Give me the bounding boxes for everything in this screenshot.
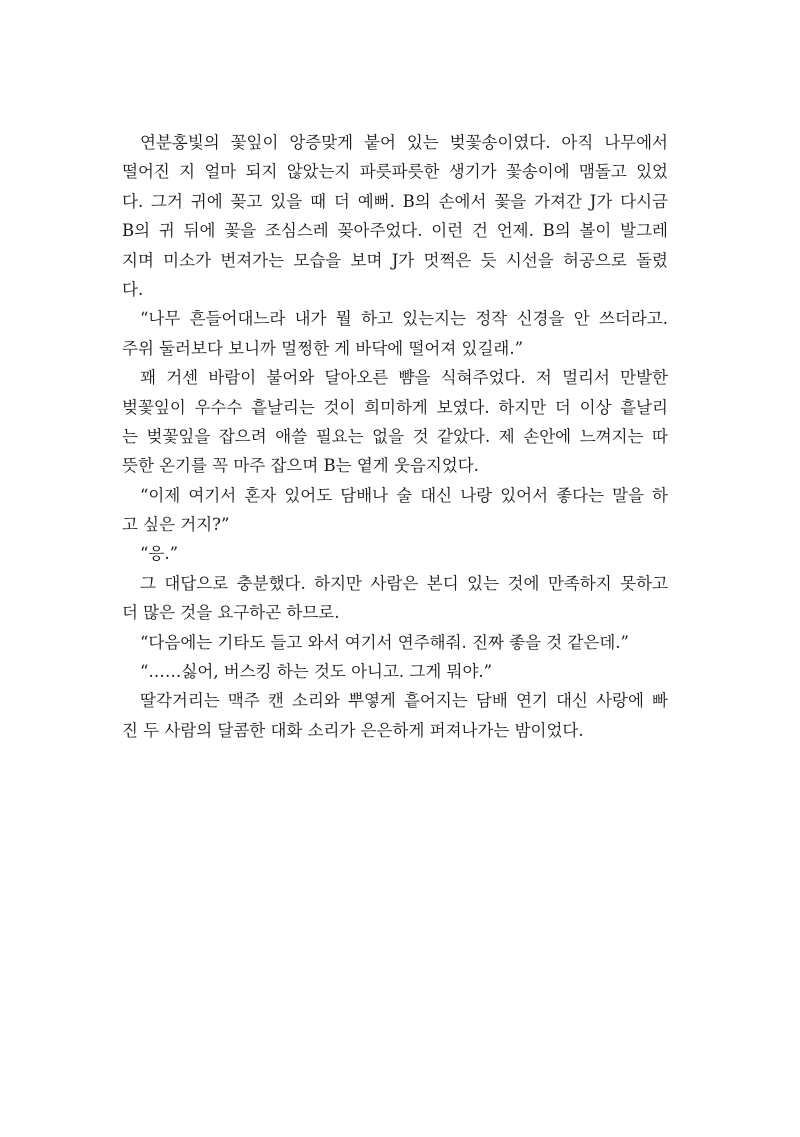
text-line: 는 벚꽃잎을 잡으려 애쓸 필요는 없을 것 같았다. 제 손안에 느껴지는 따 [122,426,668,446]
text-line: “다음에는 기타도 들고 와서 여기서 연주해줘. 진짜 좋을 것 같은데.” [140,632,629,652]
body-text [122,128,668,745]
text-line: 다. 그거 귀에 꽂고 있을 때 더 예뻐. B의 손에서 꽃을 가져간 J가 다시금 [122,191,668,211]
text-line: “……싫어, 버스킹 하는 것도 아니고. 그게 뭐야.” [140,662,493,682]
text-line: 딸각거리는 맥주 캔 소리와 뿌옇게 흩어지는 담배 연기 대신 사랑에 빠 [140,691,668,711]
text-line: “이제 여기서 혼자 있어도 담배나 술 대신 나랑 있어서 좋다는 말을 하 [140,485,668,505]
text-line: B의 귀 뒤에 꽃을 조심스레 꽂아주었다. 이런 건 언제. B의 볼이 발그레 [122,221,668,241]
text-line: 고 싶은 거지?” [122,515,230,535]
text-line: “응.” [140,544,179,564]
text-line: 떨어진 지 얼마 되지 않았는지 파릇파릇한 생기가 꽃송이에 맴돌고 있었 [122,162,668,182]
text-line: 다. [122,279,144,299]
text-line: 더 많은 것을 요구하곤 하므로. [122,603,340,623]
text-line: 그 대답으로 충분했다. 하지만 사람은 본디 있는 것에 만족하지 못하고 [140,573,668,593]
text-line: 주위 둘러보다 보니까 멀쩡한 게 바닥에 떨어져 있길래.” [122,338,524,358]
text-line: 연분홍빛의 꽃잎이 앙증맞게 붙어 있는 벚꽃송이였다. 아직 나무에서 [140,133,668,152]
text-line: 지며 미소가 번져가는 모습을 보며 J가 멋쩍은 듯 시선을 허공으로 돌렸 [122,250,668,270]
text-line: 벚꽃잎이 우수수 흩날리는 것이 희미하게 보였다. 하지만 더 이상 흩날리 [122,397,668,417]
text-line: 꽤 거센 바람이 불어와 달아오른 뺨을 식혀주었다. 저 멀리서 만발한 [140,368,668,388]
text-line: 진 두 사람의 달콤한 대화 소리가 은은하게 퍼져나가는 밤이었다. [122,720,584,740]
text-line: “나무 흔들어대느라 내가 뭘 하고 있는지는 정작 신경을 안 쓰더라고. [140,309,668,329]
text-line: 뜻한 온기를 꼭 마주 잡으며 B는 옅게 웃음지었다. [122,456,479,476]
